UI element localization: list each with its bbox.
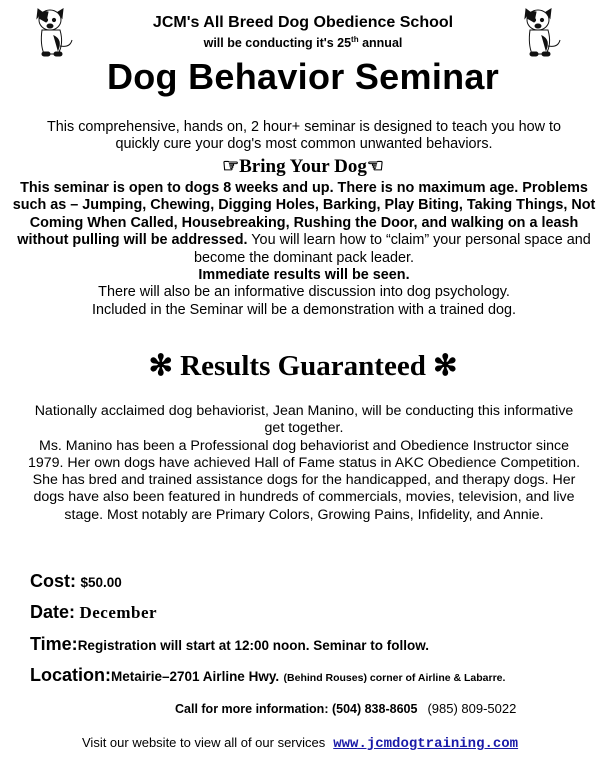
location-row bbox=[30, 665, 505, 686]
psychology-line: There will also be an informative discussion into dog psychology. bbox=[98, 284, 510, 301]
demo-line: Included in the Seminar will be a demonstration with a trained dog. bbox=[92, 301, 516, 318]
phone-2: (985) 809-5022 bbox=[427, 701, 517, 716]
location-label: Location: bbox=[30, 665, 111, 685]
bio-paragraph-1: Nationally acclaimed dog behaviorist, Jean Manino, will be conducting this informative get together. bbox=[34, 403, 574, 437]
intro-paragraph: This comprehensive, hands on, 2 hour+ seminar is designed to teach you how to quickly cure your dog's most common unwanted behaviors. bbox=[47, 119, 561, 152]
bring-your-dog-heading: ☞Bring Your Dog☜ bbox=[222, 156, 384, 177]
call-text: Call for more information: (504) 838-8605 bbox=[175, 702, 418, 716]
bio-paragraph-2: Ms. Manino has been a Professional dog behaviorist and Obedience Instructor since 1979. Her own dogs have achieved Hall of Fame status in AKC Obedience Competition. She has bred and trained assistance dogs for the handicapped, and therapy dogs. Her dogs have also been featured in hundreds of commercials, movies, television, and live stage. Most notably are Primary Colors, Growing Pains, Infidelity, and Annie. bbox=[27, 437, 581, 523]
time-row bbox=[30, 634, 429, 655]
call-info bbox=[175, 701, 516, 716]
details-bold: This seminar is open to dogs 8 weeks and up. There is no maximum age. Problems such as – Jumping, Chewing, Digging Holes, Barking, Play Biting, Taking Things, Not Coming When Called, Housebreaking, Rushing the Door, and walking on a leash without pulling will be addressed. bbox=[12, 180, 596, 249]
visit-text: Visit our website to view all of our services bbox=[82, 735, 326, 750]
date-value: December bbox=[79, 603, 158, 622]
results-guaranteed-heading: ✻ Results Guaranteed ✻ bbox=[148, 350, 458, 382]
cost-value: $50.00 bbox=[80, 575, 122, 590]
time-label: Time: bbox=[30, 634, 78, 654]
date-label: Date: bbox=[30, 602, 76, 622]
location-value: Metairie–2701 Airline Hwy. bbox=[111, 669, 280, 684]
annual-line: will be conducting it's 25th annual bbox=[203, 35, 403, 51]
cost-label: Cost: bbox=[30, 571, 76, 591]
instructor-bio bbox=[24, 403, 584, 524]
page-title: Dog Behavior Seminar bbox=[106, 56, 500, 97]
visit-line bbox=[82, 735, 518, 752]
immediate-results: Immediate results will be seen. bbox=[198, 267, 410, 284]
details-normal: You will learn how to “claim” your personal space and become the dominant pack leader. bbox=[194, 232, 591, 266]
cost-row bbox=[30, 571, 122, 592]
location-note: (Behind Rouses) corner of Airline & Labarre. bbox=[283, 672, 506, 684]
date-row bbox=[30, 602, 157, 623]
school-name: JCM's All Breed Dog Obedience School bbox=[152, 14, 454, 31]
website-link[interactable]: www.jcmdogtraining.com bbox=[333, 736, 519, 752]
time-value: Registration will start at 12:00 noon. Seminar to follow. bbox=[77, 638, 429, 653]
seminar-details bbox=[8, 180, 600, 319]
